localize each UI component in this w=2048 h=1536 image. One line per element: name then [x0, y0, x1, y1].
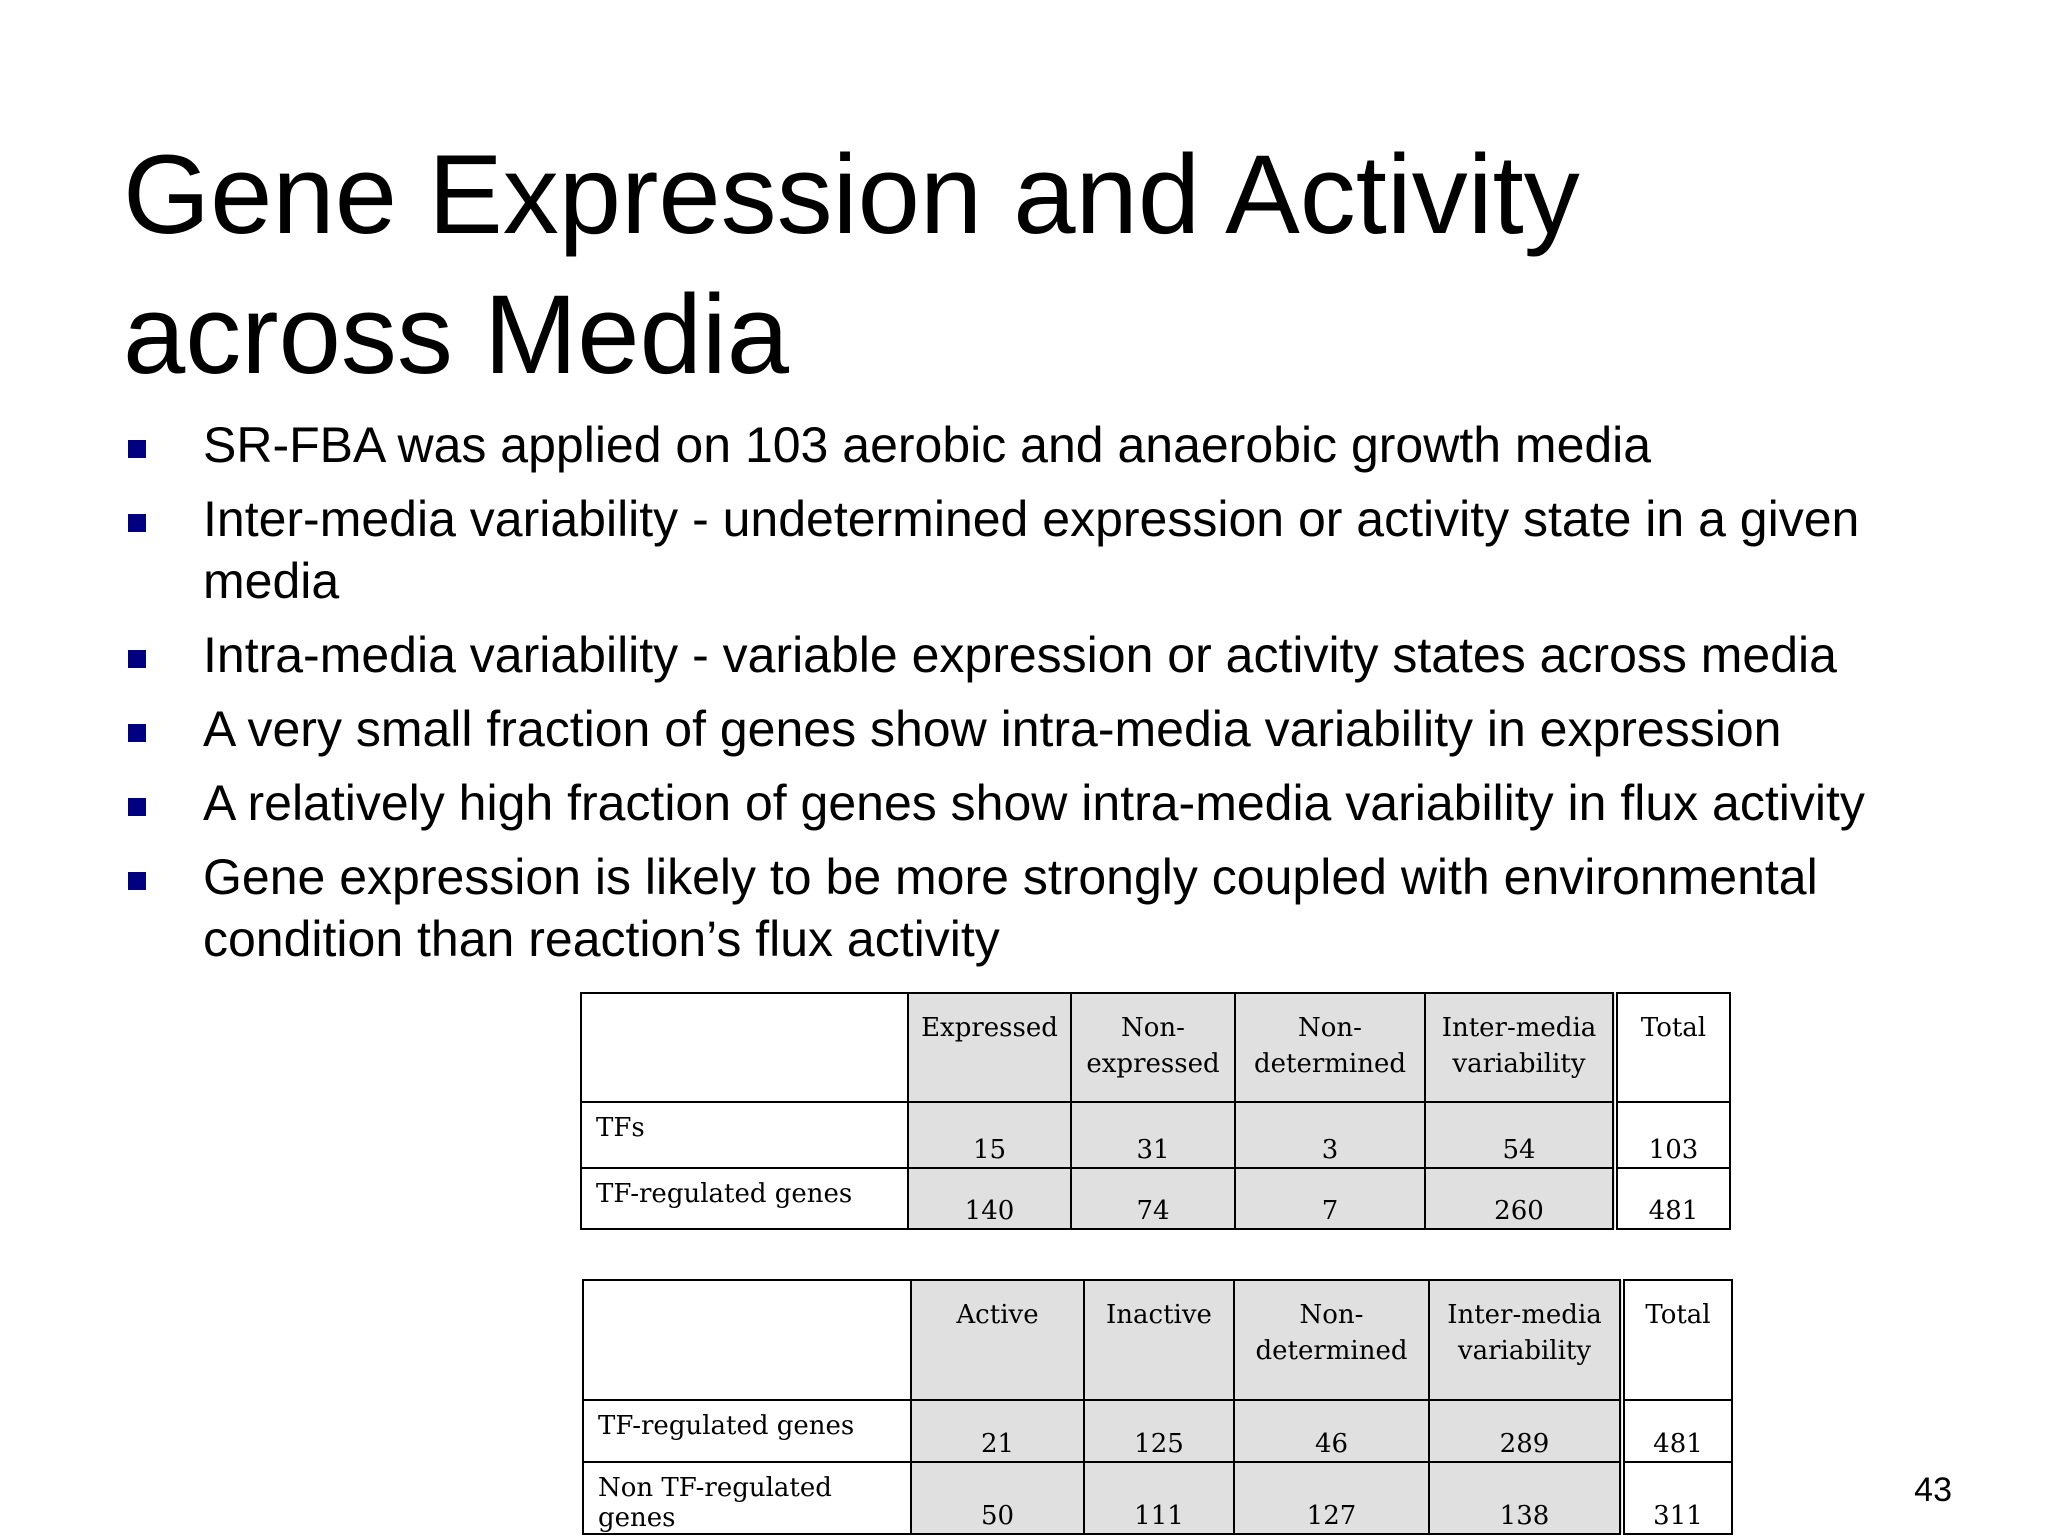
square-bullet-icon: [128, 514, 146, 532]
table-cell: 50: [911, 1462, 1084, 1534]
bullet-text: A very small fraction of genes show intra-media variability in expression: [203, 701, 1782, 757]
column-header: Inter-media variability: [1425, 993, 1615, 1102]
table-cell: 3: [1235, 1102, 1425, 1168]
slide-title: Gene Expression and Activity across Media: [123, 132, 1580, 397]
row-label: TFs: [581, 1102, 908, 1168]
table-cell: 54: [1425, 1102, 1615, 1168]
expression-table: [580, 992, 1731, 1230]
table-cell: 74: [1071, 1168, 1235, 1229]
bullet-text: SR-FBA was applied on 103 aerobic and anaerobic growth media: [203, 417, 1652, 473]
bullet-text: Intra-media variability - variable expression or activity states across media: [203, 627, 1837, 683]
bullet-item: [125, 698, 1975, 760]
bullet-item: [125, 624, 1975, 686]
bullet-item: [125, 772, 1975, 834]
bullet-text: A relatively high fraction of genes show intra-media variability in flux activity: [203, 775, 1865, 831]
column-header: Non- determined: [1235, 993, 1425, 1102]
table-row: [583, 1400, 1732, 1462]
table-row: [581, 1168, 1730, 1229]
table-cell: 31: [1071, 1102, 1235, 1168]
bullet-item: [125, 846, 1975, 970]
table-cell: 7: [1235, 1168, 1425, 1229]
bullet-item: [125, 488, 1975, 612]
table-corner-cell: [581, 993, 908, 1102]
column-header: Inactive: [1084, 1280, 1234, 1400]
bullet-text: Inter-media variability - undetermined expression or activity state in a given media: [203, 491, 1860, 609]
table-cell: 127: [1234, 1462, 1429, 1534]
table-corner-cell: [583, 1280, 911, 1400]
table-cell: 311: [1622, 1462, 1732, 1534]
table-cell: 481: [1615, 1168, 1730, 1229]
bullet-text: Gene expression is likely to be more strongly coupled with environmental condition than reaction’s flux activity: [203, 849, 1818, 967]
column-header: Total: [1622, 1280, 1732, 1400]
square-bullet-icon: [128, 872, 146, 890]
column-header: Non- determined: [1234, 1280, 1429, 1400]
table-header-row: [581, 993, 1730, 1102]
table-cell: 46: [1234, 1400, 1429, 1462]
row-label: TF-regulated genes: [581, 1168, 908, 1229]
table-cell: 111: [1084, 1462, 1234, 1534]
table-cell: 140: [908, 1168, 1071, 1229]
square-bullet-icon: [128, 798, 146, 816]
table-header-row: [583, 1280, 1732, 1400]
table-cell: 103: [1615, 1102, 1730, 1168]
square-bullet-icon: [128, 440, 146, 458]
table-cell: 125: [1084, 1400, 1234, 1462]
table-row: [583, 1462, 1732, 1534]
row-label: TF-regulated genes: [583, 1400, 911, 1462]
table-cell: 21: [911, 1400, 1084, 1462]
column-header: Expressed: [908, 993, 1071, 1102]
column-header: Non- expressed: [1071, 993, 1235, 1102]
page-number: 43: [1914, 1471, 1952, 1509]
table-cell: 289: [1429, 1400, 1622, 1462]
bullet-list: [125, 414, 1975, 982]
square-bullet-icon: [128, 724, 146, 742]
table-row: [581, 1102, 1730, 1168]
table-cell: 138: [1429, 1462, 1622, 1534]
row-label: Non TF-regulated genes: [583, 1462, 911, 1534]
bullet-item: [125, 414, 1975, 476]
square-bullet-icon: [128, 650, 146, 668]
table-cell: 260: [1425, 1168, 1615, 1229]
activity-table: [582, 1279, 1733, 1535]
table-cell: 481: [1622, 1400, 1732, 1462]
column-header: Total: [1615, 993, 1730, 1102]
column-header: Active: [911, 1280, 1084, 1400]
column-header: Inter-media variability: [1429, 1280, 1622, 1400]
table-cell: 15: [908, 1102, 1071, 1168]
